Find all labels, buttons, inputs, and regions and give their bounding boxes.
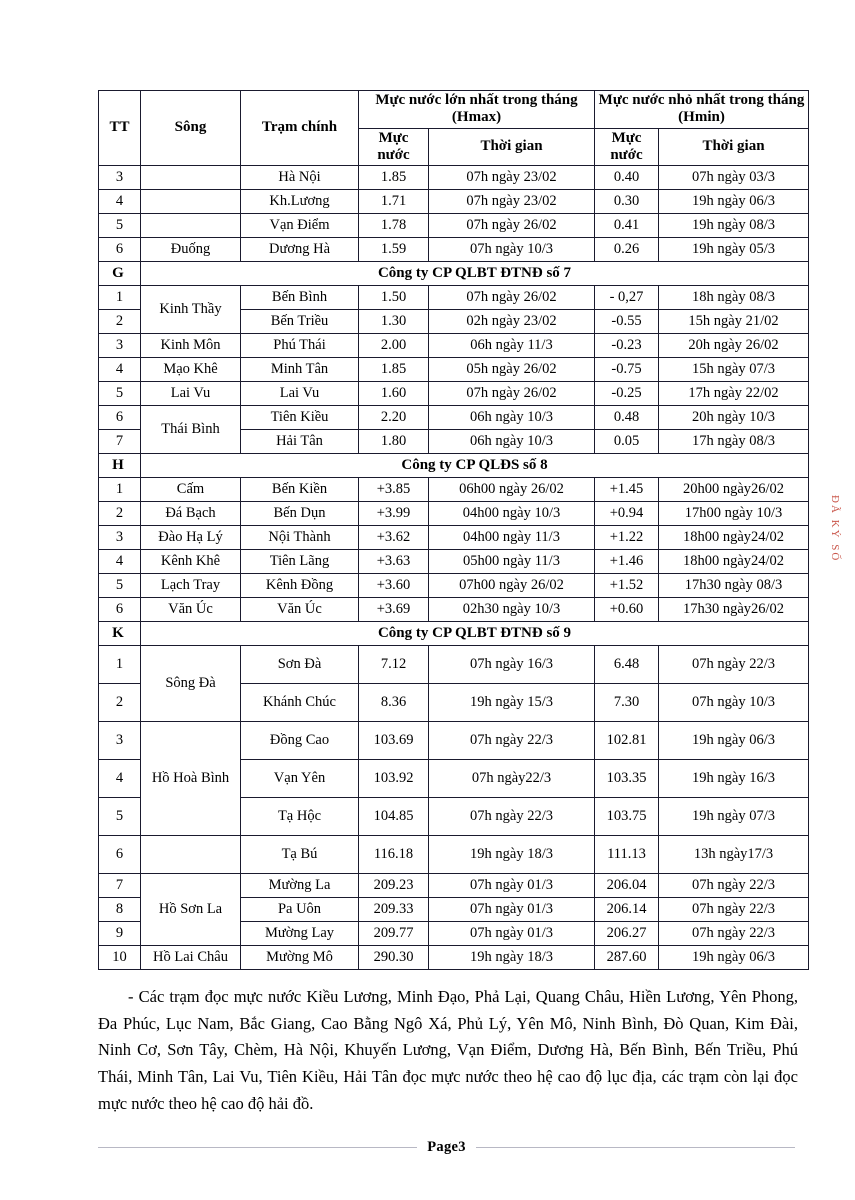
cell-hmax: 209.33 xyxy=(359,898,429,922)
cell-tt: 7 xyxy=(99,430,141,454)
cell-hmin-time: 13h ngày17/3 xyxy=(659,836,809,874)
cell-tram: Dương Hà xyxy=(241,238,359,262)
cell-hmin-time: 20h ngày 10/3 xyxy=(659,406,809,430)
cell-hmin: 206.14 xyxy=(595,898,659,922)
footnote xyxy=(98,984,798,1118)
cell-song: Lai Vu xyxy=(141,382,241,406)
cell-hmax: 8.36 xyxy=(359,684,429,722)
cell-hmax-time: 19h ngày 18/3 xyxy=(429,836,595,874)
cell-hmin-time: 18h ngày 08/3 xyxy=(659,286,809,310)
cell-hmin: 6.48 xyxy=(595,646,659,684)
cell-hmax: 209.77 xyxy=(359,922,429,946)
cell-hmin-time: 07h ngày 22/3 xyxy=(659,922,809,946)
cell-hmin-time: 07h ngày 10/3 xyxy=(659,684,809,722)
cell-tt: 10 xyxy=(99,946,141,970)
cell-song: Hồ Lai Châu xyxy=(141,946,241,970)
cell-tt: 5 xyxy=(99,574,141,598)
table-row xyxy=(99,166,809,190)
cell-hmax: 116.18 xyxy=(359,836,429,874)
cell-hmin-time: 20h00 ngày26/02 xyxy=(659,478,809,502)
footnote-text: - Các trạm đọc mực nước Kiều Lương, Minh Đạo, Phả Lại, Quang Châu, Hiền Lương, Yên Phong, Đa Phúc, Lục Nam, Bắc Giang, Cao Bằng Ngô Xá, Phủ Lý, Yên Mô, Ninh Bình, Đò Quan, Kim Đài, Ninh Cơ, Sơn Tây, Chèm, Hà Nội, Khuyến Lương, Vạn Điểm, Dương Hà, Bến Bình, Bến Triều, Phú Thái, Minh Tân, Lai Vu, Tiên Kiều, Hải Tân đọc mực nước theo hệ cao độ lục địa, các trạm còn lại đọc mực nước theo hệ cao độ hải đồ. xyxy=(98,987,798,1113)
cell-hmax-time: 07h ngày 01/3 xyxy=(429,874,595,898)
cell-hmin: -0.55 xyxy=(595,310,659,334)
cell-hmin: 111.13 xyxy=(595,836,659,874)
cell-hmax: 2.20 xyxy=(359,406,429,430)
cell-tram: Mường Lay xyxy=(241,922,359,946)
cell-song xyxy=(141,166,241,190)
table-header xyxy=(99,91,809,166)
cell-hmax: 290.30 xyxy=(359,946,429,970)
table-row xyxy=(99,334,809,358)
cell-tram: Bến Kiền xyxy=(241,478,359,502)
table-body xyxy=(99,166,809,970)
cell-hmin: +1.45 xyxy=(595,478,659,502)
cell-tram: Sơn Đà xyxy=(241,646,359,684)
table-row xyxy=(99,526,809,550)
cell-hmin-time: 19h ngày 06/3 xyxy=(659,722,809,760)
table-row xyxy=(99,646,809,684)
cell-hmin-time: 19h ngày 06/3 xyxy=(659,190,809,214)
header-tt: TT xyxy=(99,91,141,166)
group-label: Công ty CP QLBT ĐTNĐ số 9 xyxy=(141,622,809,646)
cell-tt: 4 xyxy=(99,358,141,382)
cell-tram: Khánh Chúc xyxy=(241,684,359,722)
cell-hmin: 0.26 xyxy=(595,238,659,262)
header-hmax-level: Mực nước xyxy=(359,128,429,166)
cell-hmax: 1.80 xyxy=(359,430,429,454)
cell-hmin-time: 19h ngày 06/3 xyxy=(659,946,809,970)
cell-tt: 6 xyxy=(99,598,141,622)
cell-hmin-time: 07h ngày 22/3 xyxy=(659,646,809,684)
header-hmin-level: Mực nước xyxy=(595,128,659,166)
table-row xyxy=(99,946,809,970)
cell-song: Sông Đà xyxy=(141,646,241,722)
cell-hmin-time: 17h ngày 08/3 xyxy=(659,430,809,454)
cell-hmin: 103.75 xyxy=(595,798,659,836)
cell-hmax-time: 07h ngày 01/3 xyxy=(429,898,595,922)
cell-tram: Nội Thành xyxy=(241,526,359,550)
cell-hmax-time: 19h ngày 15/3 xyxy=(429,684,595,722)
page-footer xyxy=(98,1139,795,1156)
table-row xyxy=(99,550,809,574)
cell-hmax: 7.12 xyxy=(359,646,429,684)
header-tram-chinh: Trạm chính xyxy=(241,91,359,166)
cell-tram: Kh.Lương xyxy=(241,190,359,214)
cell-hmin: 0.40 xyxy=(595,166,659,190)
cell-hmax-time: 07h ngày 10/3 xyxy=(429,238,595,262)
group-label: Công ty CP QLBT ĐTNĐ số 7 xyxy=(141,262,809,286)
cell-hmax-time: 04h00 ngày 10/3 xyxy=(429,502,595,526)
cell-hmin-time: 20h ngày 26/02 xyxy=(659,334,809,358)
cell-hmax-time: 05h ngày 26/02 xyxy=(429,358,595,382)
cell-hmax: 1.30 xyxy=(359,310,429,334)
cell-tt: 9 xyxy=(99,922,141,946)
cell-hmax: +3.63 xyxy=(359,550,429,574)
cell-tram: Vạn Điểm xyxy=(241,214,359,238)
cell-tram: Đồng Cao xyxy=(241,722,359,760)
group-label: Công ty CP QLĐS số 8 xyxy=(141,454,809,478)
table-row xyxy=(99,358,809,382)
cell-song: Kinh Môn xyxy=(141,334,241,358)
cell-tt: 4 xyxy=(99,550,141,574)
cell-hmax-time: 05h00 ngày 11/3 xyxy=(429,550,595,574)
cell-tram: Bến Bình xyxy=(241,286,359,310)
cell-hmin: +0.60 xyxy=(595,598,659,622)
cell-song: Hồ Sơn La xyxy=(141,874,241,946)
cell-hmin: +1.52 xyxy=(595,574,659,598)
cell-tt: 1 xyxy=(99,646,141,684)
cell-hmax: +3.62 xyxy=(359,526,429,550)
cell-song xyxy=(141,214,241,238)
footer-rule-left xyxy=(98,1147,417,1148)
cell-song xyxy=(141,836,241,874)
cell-hmin-time: 17h30 ngày 08/3 xyxy=(659,574,809,598)
water-level-table xyxy=(98,90,809,970)
cell-hmax-time: 02h ngày 23/02 xyxy=(429,310,595,334)
cell-tram: Lai Vu xyxy=(241,382,359,406)
cell-hmin-time: 19h ngày 16/3 xyxy=(659,760,809,798)
cell-hmin: 103.35 xyxy=(595,760,659,798)
table-row xyxy=(99,598,809,622)
cell-tram: Minh Tân xyxy=(241,358,359,382)
cell-tram: Vạn Yên xyxy=(241,760,359,798)
cell-song: Văn Úc xyxy=(141,598,241,622)
cell-hmax-time: 07h ngày 26/02 xyxy=(429,382,595,406)
cell-hmax: 1.78 xyxy=(359,214,429,238)
cell-hmax: 103.69 xyxy=(359,722,429,760)
cell-hmin: 0.05 xyxy=(595,430,659,454)
cell-hmax-time: 06h ngày 11/3 xyxy=(429,334,595,358)
cell-hmin: 206.27 xyxy=(595,922,659,946)
cell-tt: 1 xyxy=(99,478,141,502)
table-group-row xyxy=(99,622,809,646)
table-group-row xyxy=(99,454,809,478)
cell-hmin: - 0,27 xyxy=(595,286,659,310)
cell-tt: 3 xyxy=(99,166,141,190)
cell-hmax-time: 07h ngày 26/02 xyxy=(429,286,595,310)
cell-tt: 6 xyxy=(99,836,141,874)
cell-hmax-time: 07h ngày 16/3 xyxy=(429,646,595,684)
cell-hmin-time: 07h ngày 22/3 xyxy=(659,874,809,898)
cell-hmin: 0.48 xyxy=(595,406,659,430)
group-code: H xyxy=(99,454,141,478)
cell-hmin-time: 17h ngày 22/02 xyxy=(659,382,809,406)
cell-hmin-time: 17h30 ngày26/02 xyxy=(659,598,809,622)
cell-hmin: 0.30 xyxy=(595,190,659,214)
cell-tt: 3 xyxy=(99,722,141,760)
cell-tt: 8 xyxy=(99,898,141,922)
cell-tt: 7 xyxy=(99,874,141,898)
cell-hmax: 1.71 xyxy=(359,190,429,214)
cell-hmax-time: 07h ngày 23/02 xyxy=(429,166,595,190)
cell-hmin-time: 17h00 ngày 10/3 xyxy=(659,502,809,526)
cell-tram: Hải Tân xyxy=(241,430,359,454)
cell-song: Hồ Hoà Bình xyxy=(141,722,241,836)
cell-hmax: 209.23 xyxy=(359,874,429,898)
cell-hmax-time: 07h ngày 01/3 xyxy=(429,922,595,946)
cell-hmax: 1.60 xyxy=(359,382,429,406)
cell-hmax: +3.69 xyxy=(359,598,429,622)
cell-hmin-time: 07h ngày 22/3 xyxy=(659,898,809,922)
cell-hmin-time: 15h ngày 07/3 xyxy=(659,358,809,382)
cell-tram: Tạ Hộc xyxy=(241,798,359,836)
cell-hmax-time: 04h00 ngày 11/3 xyxy=(429,526,595,550)
cell-hmin: -0.75 xyxy=(595,358,659,382)
table-row xyxy=(99,874,809,898)
cell-tt: 6 xyxy=(99,238,141,262)
cell-hmin: +1.22 xyxy=(595,526,659,550)
cell-tram: Tiên Lãng xyxy=(241,550,359,574)
cell-tt: 3 xyxy=(99,334,141,358)
cell-tram: Pa Uôn xyxy=(241,898,359,922)
cell-song: Đào Hạ Lý xyxy=(141,526,241,550)
cell-hmax-time: 06h ngày 10/3 xyxy=(429,430,595,454)
cell-hmax-time: 06h ngày 10/3 xyxy=(429,406,595,430)
cell-song: Đuống xyxy=(141,238,241,262)
table-row xyxy=(99,574,809,598)
cell-hmax: 103.92 xyxy=(359,760,429,798)
cell-tt: 4 xyxy=(99,760,141,798)
table-row xyxy=(99,502,809,526)
header-hmax: Mực nước lớn nhất trong tháng (Hmax) xyxy=(359,91,595,129)
cell-hmax: 1.85 xyxy=(359,166,429,190)
table-row xyxy=(99,286,809,310)
cell-hmax: 1.50 xyxy=(359,286,429,310)
cell-song: Kinh Thầy xyxy=(141,286,241,334)
cell-tram: Kênh Đồng xyxy=(241,574,359,598)
cell-tt: 2 xyxy=(99,310,141,334)
cell-tt: 2 xyxy=(99,684,141,722)
group-code: G xyxy=(99,262,141,286)
table-row xyxy=(99,382,809,406)
cell-hmin-time: 19h ngày 07/3 xyxy=(659,798,809,836)
page-number: Page3 xyxy=(427,1139,466,1155)
cell-hmin: 0.41 xyxy=(595,214,659,238)
cell-hmax-time: 07h ngày 22/3 xyxy=(429,798,595,836)
cell-hmin: -0.23 xyxy=(595,334,659,358)
cell-hmax: 2.00 xyxy=(359,334,429,358)
cell-song: Thái Bình xyxy=(141,406,241,454)
cell-hmin-time: 07h ngày 03/3 xyxy=(659,166,809,190)
cell-tt: 3 xyxy=(99,526,141,550)
cell-hmin-time: 15h ngày 21/02 xyxy=(659,310,809,334)
header-song: Sông xyxy=(141,91,241,166)
cell-song: Mạo Khê xyxy=(141,358,241,382)
cell-hmin: +1.46 xyxy=(595,550,659,574)
cell-tram: Mường La xyxy=(241,874,359,898)
cell-tt: 4 xyxy=(99,190,141,214)
cell-tram: Mường Mô xyxy=(241,946,359,970)
group-code: K xyxy=(99,622,141,646)
header-hmin-time: Thời gian xyxy=(659,128,809,166)
cell-song: Cấm xyxy=(141,478,241,502)
cell-tram: Bến Dụn xyxy=(241,502,359,526)
cell-hmax: +3.99 xyxy=(359,502,429,526)
cell-song: Kênh Khê xyxy=(141,550,241,574)
cell-tt: 5 xyxy=(99,214,141,238)
table-row xyxy=(99,722,809,760)
cell-hmax: +3.85 xyxy=(359,478,429,502)
header-hmin: Mực nước nhỏ nhất trong tháng (Hmin) xyxy=(595,91,809,129)
cell-song: Đá Bạch xyxy=(141,502,241,526)
cell-song xyxy=(141,190,241,214)
cell-tram: Hà Nội xyxy=(241,166,359,190)
table-row xyxy=(99,478,809,502)
cell-hmin: 7.30 xyxy=(595,684,659,722)
cell-hmin-time: 19h ngày 05/3 xyxy=(659,238,809,262)
cell-hmin: 206.04 xyxy=(595,874,659,898)
cell-hmin-time: 18h00 ngày24/02 xyxy=(659,550,809,574)
header-hmax-time: Thời gian xyxy=(429,128,595,166)
cell-tt: 5 xyxy=(99,382,141,406)
cell-song: Lạch Tray xyxy=(141,574,241,598)
cell-tram: Tạ Bú xyxy=(241,836,359,874)
cell-hmin-time: 18h00 ngày24/02 xyxy=(659,526,809,550)
cell-hmax: +3.60 xyxy=(359,574,429,598)
cell-tt: 5 xyxy=(99,798,141,836)
digital-signature-stamp: ĐÃ KÝ SỐ xyxy=(829,495,841,563)
cell-hmax: 104.85 xyxy=(359,798,429,836)
table-row xyxy=(99,214,809,238)
table-row xyxy=(99,406,809,430)
cell-tram: Tiên Kiều xyxy=(241,406,359,430)
cell-hmin: -0.25 xyxy=(595,382,659,406)
cell-tram: Bến Triều xyxy=(241,310,359,334)
cell-hmax-time: 07h ngày 26/02 xyxy=(429,214,595,238)
cell-tt: 6 xyxy=(99,406,141,430)
table-row xyxy=(99,190,809,214)
table-row xyxy=(99,836,809,874)
cell-hmin-time: 19h ngày 08/3 xyxy=(659,214,809,238)
cell-tram: Phú Thái xyxy=(241,334,359,358)
cell-tram: Văn Úc xyxy=(241,598,359,622)
cell-hmin: 287.60 xyxy=(595,946,659,970)
cell-hmax-time: 19h ngày 18/3 xyxy=(429,946,595,970)
cell-hmax-time: 07h ngày 22/3 xyxy=(429,722,595,760)
cell-hmin: 102.81 xyxy=(595,722,659,760)
table-group-row xyxy=(99,262,809,286)
footer-rule-right xyxy=(476,1147,795,1148)
cell-hmin: +0.94 xyxy=(595,502,659,526)
cell-hmax: 1.85 xyxy=(359,358,429,382)
cell-hmax-time: 07h00 ngày 26/02 xyxy=(429,574,595,598)
cell-hmax: 1.59 xyxy=(359,238,429,262)
cell-hmax-time: 06h00 ngày 26/02 xyxy=(429,478,595,502)
cell-hmax-time: 07h ngày22/3 xyxy=(429,760,595,798)
cell-hmax-time: 02h30 ngày 10/3 xyxy=(429,598,595,622)
cell-tt: 1 xyxy=(99,286,141,310)
table-row xyxy=(99,238,809,262)
cell-tt: 2 xyxy=(99,502,141,526)
cell-hmax-time: 07h ngày 23/02 xyxy=(429,190,595,214)
